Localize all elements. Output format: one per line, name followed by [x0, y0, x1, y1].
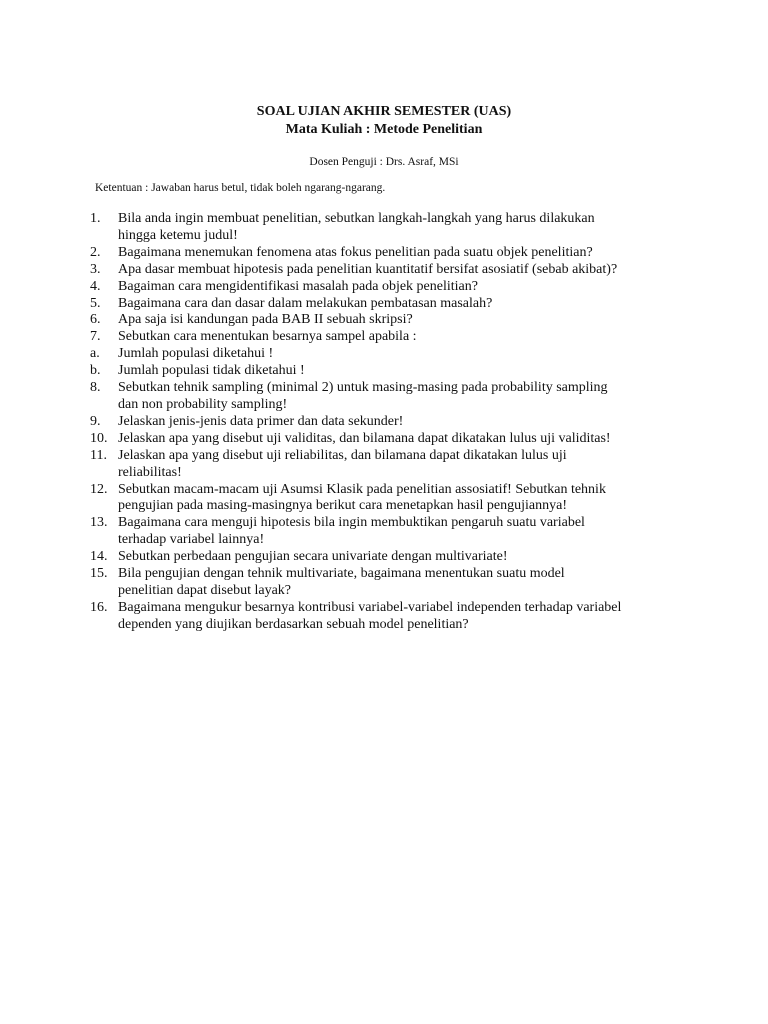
- question-number: 13.: [90, 515, 108, 531]
- question-item: [90, 482, 690, 516]
- question-text: Apa dasar membuat hipotesis pada penelitian kuantitatif bersifat asosiatif (sebab akibat)?: [118, 261, 618, 277]
- question-text: Jumlah populasi tidak diketahui !: [118, 363, 305, 379]
- question-text: Jelaskan apa yang disebut uji validitas, dan bilamana dapat dikatakan lulus uji validitas!: [118, 430, 611, 446]
- question-text: Apa saja isi kandungan pada BAB II sebuah skripsi?: [118, 312, 413, 328]
- question-text: Sebutkan macam-macam uji Asumsi Klasik pada penelitian assosiatif! Sebutkan tehnik pengujian pada masing-masingnya berikut cara menetapkan hasil pengujiannya!: [118, 481, 606, 514]
- question-item: [90, 600, 690, 634]
- question-item: [90, 414, 690, 431]
- question-item: [90, 329, 690, 346]
- question-text: Bila pengujian dengan tehnik multivariate, bagaimana menentukan suatu model penelitian dapat disebut layak?: [118, 566, 565, 598]
- question-number: 5.: [90, 295, 101, 311]
- question-item: [90, 549, 690, 566]
- question-item: [90, 380, 690, 414]
- question-item: [90, 245, 690, 262]
- question-item: [90, 211, 690, 245]
- question-number: 8.: [90, 380, 101, 396]
- question-text: Jelaskan apa yang disebut uji reliabilitas, dan bilamana dapat dikatakan lulus uji reliabilitas!: [118, 447, 567, 480]
- question-number: 3.: [90, 261, 101, 277]
- question-number: 10.: [90, 430, 108, 446]
- question-text: Sebutkan tehnik sampling (minimal 2) untuk masing-masing pada probability sampling dan non probability sampling!: [118, 380, 608, 412]
- lecturer-line: Dosen Penguji : Drs. Asraf, MSi: [309, 156, 459, 168]
- question-item: [90, 515, 690, 549]
- question-list: [90, 211, 690, 634]
- question-text: Bagaimana cara menguji hipotesis bila ingin membuktikan pengaruh suatu variabel terhadap variabel lainnya!: [118, 515, 585, 548]
- question-text: Sebutkan perbedaan pengujian secara univariate dengan multivariate!: [118, 549, 508, 565]
- question-number: 4.: [90, 278, 101, 294]
- question-number: 9.: [90, 413, 101, 429]
- question-number: 6.: [90, 312, 101, 328]
- question-item: [90, 279, 690, 296]
- question-item: [90, 312, 690, 329]
- question-text: Jelaskan jenis-jenis data primer dan data sekunder!: [118, 413, 404, 429]
- question-item: [90, 296, 690, 313]
- question-text: Bagaimana menemukan fenomena atas fokus penelitian pada suatu objek penelitian?: [118, 244, 593, 260]
- question-number: 15.: [90, 566, 108, 582]
- question-number: a.: [90, 346, 100, 362]
- course-subtitle: Mata Kuliah : Metode Penelitian: [285, 122, 483, 137]
- question-text: Bila anda ingin membuat penelitian, sebutkan langkah-langkah yang harus dilakukan hingga ketemu judul!: [118, 211, 595, 243]
- question-number: 7.: [90, 329, 101, 345]
- question-text: Sebutkan cara menentukan besarnya sampel apabila :: [118, 329, 417, 345]
- question-item: [90, 262, 690, 279]
- rules-line: Ketentuan : Jawaban harus betul, tidak boleh ngarang-ngarang.: [95, 182, 386, 194]
- question-number: b.: [90, 363, 101, 379]
- sub-question-item: [90, 363, 690, 380]
- question-number: 2.: [90, 244, 101, 260]
- question-item: [90, 566, 690, 600]
- question-number: 14.: [90, 549, 108, 565]
- page-title: SOAL UJIAN AKHIR SEMESTER (UAS): [256, 104, 512, 119]
- question-number: 11.: [90, 447, 107, 463]
- question-number: 1.: [90, 211, 101, 226]
- question-number: 12.: [90, 481, 108, 497]
- question-text: Jumlah populasi diketahui !: [118, 346, 274, 362]
- question-text: Bagaimana cara dan dasar dalam melakukan pembatasan masalah?: [118, 295, 493, 311]
- question-text: Bagaiman cara mengidentifikasi masalah pada objek penelitian?: [118, 278, 478, 294]
- question-number: 16.: [90, 599, 108, 615]
- question-item: [90, 448, 690, 482]
- question-text: Bagaimana mengukur besarnya kontribusi variabel-variabel independen terhadap variabel dependen yang diujikan berdasarkan sebuah model penelitian?: [118, 599, 622, 632]
- question-item: [90, 431, 690, 448]
- sub-question-item: [90, 346, 690, 363]
